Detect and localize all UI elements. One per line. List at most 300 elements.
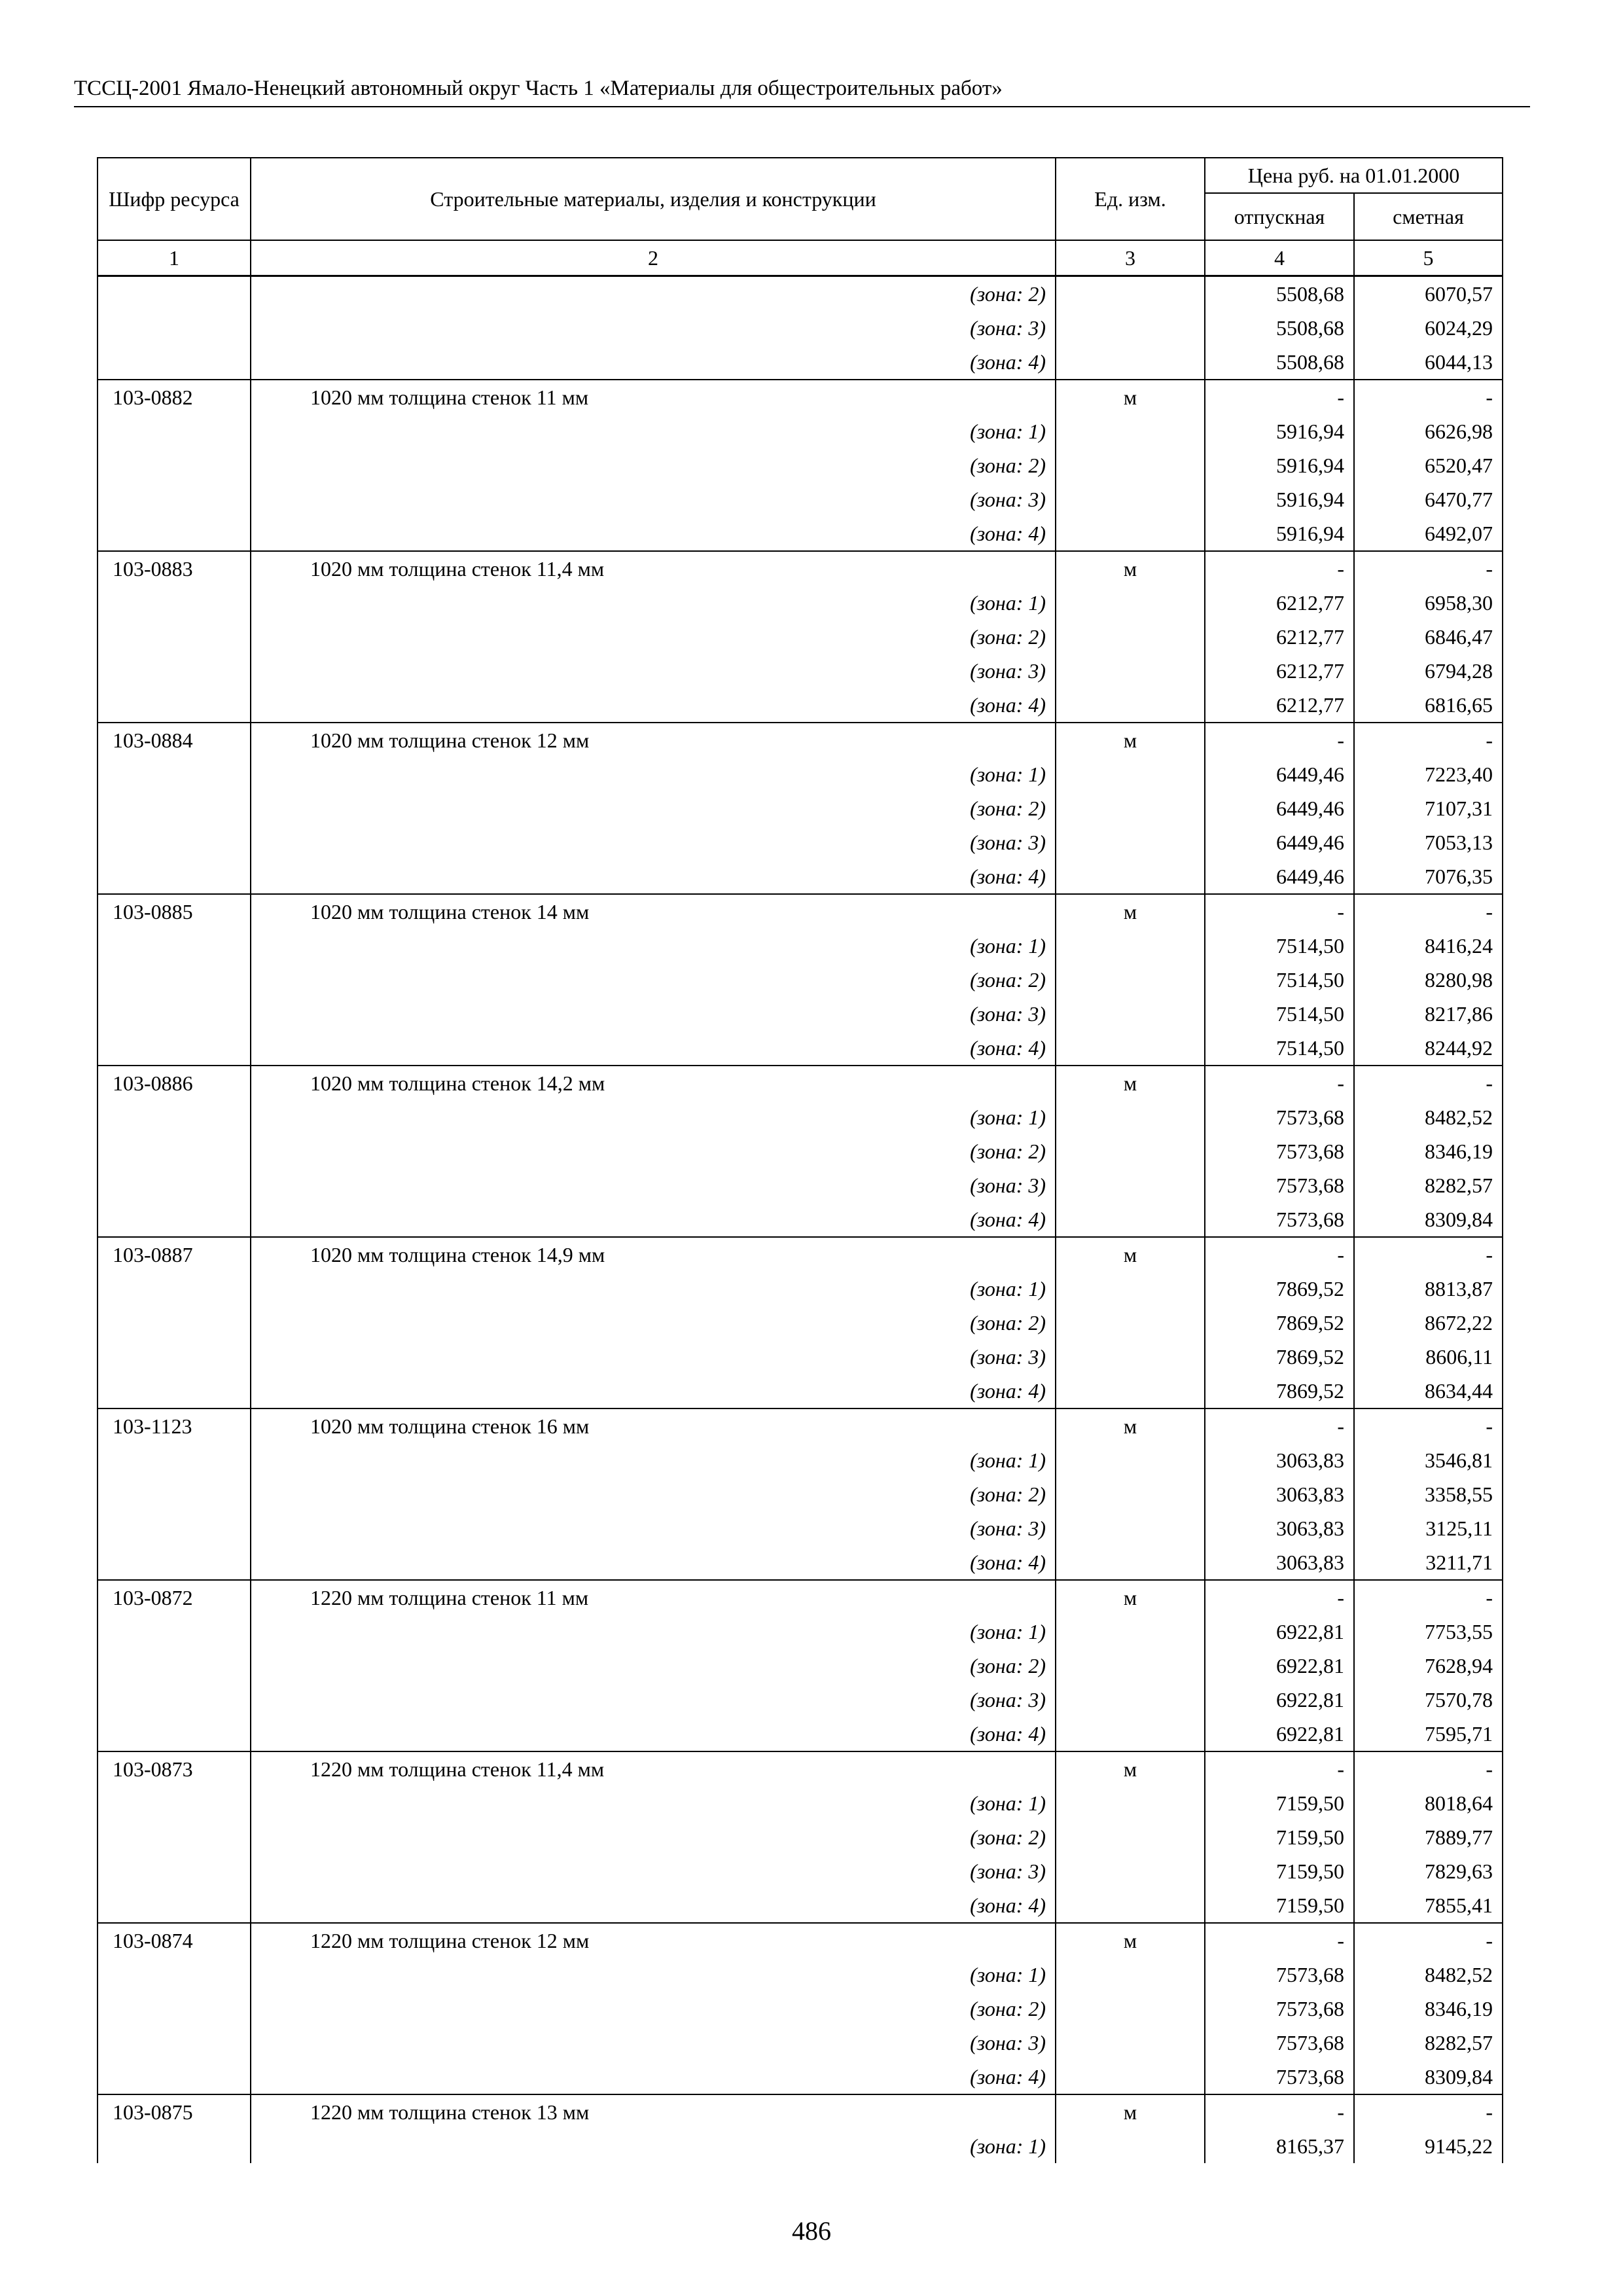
estimate-price: 8244,92 [1354, 1031, 1503, 1066]
table-header [98, 158, 1503, 276]
release-price: 7573,68 [1205, 1100, 1354, 1134]
release-price: 6449,46 [1205, 757, 1354, 791]
estimate-price: 7855,41 [1354, 1888, 1503, 1923]
header-name: Строительные материалы, изделия и конструкции [251, 158, 1056, 240]
unit-cell [1056, 620, 1205, 654]
estimate-price: 3546,81 [1354, 1443, 1503, 1477]
estimate-price: - [1354, 1923, 1503, 1958]
zone-label: (зона: 3) [251, 482, 1056, 516]
estimate-price: 6958,30 [1354, 586, 1503, 620]
table-row [98, 859, 1503, 894]
zone-label: (зона: 2) [251, 1306, 1056, 1340]
release-price: 3063,83 [1205, 1545, 1354, 1580]
table-row [98, 1649, 1503, 1683]
unit: м [1056, 2094, 1205, 2129]
table-row [98, 1511, 1503, 1545]
zone-label: (зона: 1) [251, 2129, 1056, 2163]
column-number: 4 [1205, 240, 1354, 276]
unit-cell [1056, 482, 1205, 516]
estimate-price: - [1354, 894, 1503, 929]
estimate-price: 7053,13 [1354, 825, 1503, 859]
release-price: 6449,46 [1205, 859, 1354, 894]
table-row [98, 963, 1503, 997]
unit-cell [1056, 1306, 1205, 1340]
table-row [98, 1374, 1503, 1408]
estimate-price: 6470,77 [1354, 482, 1503, 516]
unit-cell [1056, 1717, 1205, 1751]
estimate-price: 8416,24 [1354, 929, 1503, 963]
zone-label: (зона: 1) [251, 1615, 1056, 1649]
zone-label: (зона: 2) [251, 963, 1056, 997]
resource-code-cell [98, 311, 251, 345]
table-row [98, 825, 1503, 859]
resource-code-cell [98, 2129, 251, 2163]
zone-label: (зона: 1) [251, 757, 1056, 791]
release-price: 7869,52 [1205, 1306, 1354, 1340]
table-row [98, 1923, 1503, 1958]
release-price: 7573,68 [1205, 1958, 1354, 1992]
release-price: 6922,81 [1205, 1717, 1354, 1751]
unit-cell [1056, 791, 1205, 825]
table-row [98, 1786, 1503, 1820]
table-row [98, 1100, 1503, 1134]
estimate-price: 8282,57 [1354, 2026, 1503, 2060]
unit-cell [1056, 1545, 1205, 1580]
release-price: 7514,50 [1205, 1031, 1354, 1066]
material-name: 1020 мм толщина стенок 16 мм [251, 1408, 1056, 1443]
table-row [98, 791, 1503, 825]
zone-label: (зона: 4) [251, 1888, 1056, 1923]
estimate-price: 8346,19 [1354, 1134, 1503, 1168]
table-row [98, 1306, 1503, 1340]
zone-label: (зона: 4) [251, 1374, 1056, 1408]
table-row [98, 380, 1503, 414]
material-name: 1020 мм толщина стенок 11,4 мм [251, 551, 1056, 586]
unit-cell [1056, 1100, 1205, 1134]
estimate-price: 8606,11 [1354, 1340, 1503, 1374]
zone-label: (зона: 1) [251, 1443, 1056, 1477]
estimate-price: 6520,47 [1354, 448, 1503, 482]
resource-code: 103-0884 [98, 723, 251, 757]
table-row [98, 311, 1503, 345]
material-name: 1220 мм толщина стенок 11 мм [251, 1580, 1056, 1615]
resource-code: 103-0883 [98, 551, 251, 586]
table-row [98, 929, 1503, 963]
release-price: - [1205, 380, 1354, 414]
estimate-price: 7628,94 [1354, 1649, 1503, 1683]
unit-cell [1056, 414, 1205, 448]
release-price: 6922,81 [1205, 1615, 1354, 1649]
table-row [98, 894, 1503, 929]
zone-label: (зона: 4) [251, 859, 1056, 894]
zone-label: (зона: 2) [251, 1134, 1056, 1168]
unit-cell [1056, 963, 1205, 997]
column-number: 1 [98, 240, 251, 276]
release-price: 7573,68 [1205, 2026, 1354, 2060]
unit-cell [1056, 1443, 1205, 1477]
resource-code: 103-0885 [98, 894, 251, 929]
unit-cell [1056, 1202, 1205, 1237]
unit: м [1056, 894, 1205, 929]
zone-label: (зона: 4) [251, 1545, 1056, 1580]
zone-label: (зона: 4) [251, 1717, 1056, 1751]
resource-code-cell [98, 654, 251, 688]
resource-code-cell [98, 586, 251, 620]
unit-cell [1056, 2026, 1205, 2060]
unit-cell [1056, 1168, 1205, 1202]
release-price: 7514,50 [1205, 997, 1354, 1031]
estimate-price: - [1354, 2094, 1503, 2129]
zone-label: (зона: 2) [251, 620, 1056, 654]
unit-cell [1056, 586, 1205, 620]
estimate-price: 7829,63 [1354, 1854, 1503, 1888]
estimate-price: 3358,55 [1354, 1477, 1503, 1511]
release-price: 6212,77 [1205, 654, 1354, 688]
unit-cell [1056, 1786, 1205, 1820]
release-price: - [1205, 1751, 1354, 1786]
resource-code-cell [98, 1306, 251, 1340]
unit-cell [1056, 448, 1205, 482]
table-row [98, 414, 1503, 448]
table-row [98, 1134, 1503, 1168]
unit-cell [1056, 997, 1205, 1031]
estimate-price: 8309,84 [1354, 1202, 1503, 1237]
resource-code: 103-0882 [98, 380, 251, 414]
resource-code: 103-1123 [98, 1408, 251, 1443]
resource-code: 103-0874 [98, 1923, 251, 1958]
table-row [98, 1031, 1503, 1066]
release-price: 7869,52 [1205, 1340, 1354, 1374]
release-price: 3063,83 [1205, 1443, 1354, 1477]
resource-code-cell [98, 620, 251, 654]
table-row [98, 1958, 1503, 1992]
estimate-price: - [1354, 1408, 1503, 1443]
resource-code-cell [98, 859, 251, 894]
zone-label: (зона: 3) [251, 1168, 1056, 1202]
unit: м [1056, 551, 1205, 586]
resource-code-cell [98, 1477, 251, 1511]
table-row [98, 1237, 1503, 1272]
table-row [98, 1992, 1503, 2026]
resource-code-cell [98, 791, 251, 825]
unit: м [1056, 1751, 1205, 1786]
release-price: - [1205, 2094, 1354, 2129]
release-price: 5916,94 [1205, 516, 1354, 551]
header-code: Шифр ресурса [98, 158, 251, 240]
zone-label: (зона: 3) [251, 1854, 1056, 1888]
release-price: 6212,77 [1205, 586, 1354, 620]
unit: м [1056, 1923, 1205, 1958]
zone-label: (зона: 4) [251, 516, 1056, 551]
unit: м [1056, 723, 1205, 757]
unit-cell [1056, 2129, 1205, 2163]
table-row [98, 1615, 1503, 1649]
estimate-price: 6044,13 [1354, 345, 1503, 380]
estimate-price: 7753,55 [1354, 1615, 1503, 1649]
unit-cell [1056, 688, 1205, 723]
resource-code-cell [98, 345, 251, 380]
table-row [98, 1820, 1503, 1854]
resource-code-cell [98, 448, 251, 482]
zone-label: (зона: 4) [251, 1031, 1056, 1066]
resource-code-cell [98, 1031, 251, 1066]
table-row [98, 997, 1503, 1031]
release-price: 5508,68 [1205, 345, 1354, 380]
estimate-price: 6024,29 [1354, 311, 1503, 345]
estimate-price: 7076,35 [1354, 859, 1503, 894]
resource-code-cell [98, 1202, 251, 1237]
resource-code-cell [98, 997, 251, 1031]
zone-label: (зона: 1) [251, 929, 1056, 963]
resource-code: 103-0872 [98, 1580, 251, 1615]
zone-label: (зона: 4) [251, 345, 1056, 380]
header-unit: Ед. изм. [1056, 158, 1205, 240]
unit-cell [1056, 1820, 1205, 1854]
resource-code-cell [98, 1786, 251, 1820]
zone-label: (зона: 1) [251, 1958, 1056, 1992]
resource-code-cell [98, 1992, 251, 2026]
resource-code-cell [98, 2026, 251, 2060]
resource-code-cell [98, 1272, 251, 1306]
estimate-price: 8813,87 [1354, 1272, 1503, 1306]
table-row [98, 1066, 1503, 1100]
table-row [98, 1717, 1503, 1751]
estimate-price: 8018,64 [1354, 1786, 1503, 1820]
table-row [98, 448, 1503, 482]
zone-label: (зона: 2) [251, 1477, 1056, 1511]
estimate-price: 7223,40 [1354, 757, 1503, 791]
estimate-price: 7595,71 [1354, 1717, 1503, 1751]
unit: м [1056, 1237, 1205, 1272]
resource-code-cell [98, 276, 251, 312]
table-row [98, 1477, 1503, 1511]
estimate-price: 8280,98 [1354, 963, 1503, 997]
table-row [98, 345, 1503, 380]
table-row [98, 1888, 1503, 1923]
release-price: 6449,46 [1205, 825, 1354, 859]
estimate-price: - [1354, 380, 1503, 414]
unit-cell [1056, 276, 1205, 312]
release-price: - [1205, 1580, 1354, 1615]
estimate-price: - [1354, 551, 1503, 586]
table-row [98, 2026, 1503, 2060]
estimate-price: 6626,98 [1354, 414, 1503, 448]
table-row [98, 276, 1503, 312]
estimate-price: 8672,22 [1354, 1306, 1503, 1340]
estimate-price: - [1354, 1237, 1503, 1272]
release-price: - [1205, 551, 1354, 586]
table-row [98, 2094, 1503, 2129]
resource-code-cell [98, 757, 251, 791]
resource-code-cell [98, 963, 251, 997]
zone-label: (зона: 3) [251, 997, 1056, 1031]
header-rule [74, 106, 1530, 107]
release-price: 6449,46 [1205, 791, 1354, 825]
zone-label: (зона: 1) [251, 414, 1056, 448]
estimate-price: 6794,28 [1354, 654, 1503, 688]
release-price: 7573,68 [1205, 1202, 1354, 1237]
release-price: - [1205, 723, 1354, 757]
release-price: 5916,94 [1205, 448, 1354, 482]
resource-code-cell [98, 1958, 251, 1992]
release-price: 7159,50 [1205, 1888, 1354, 1923]
page-number: 486 [792, 2216, 831, 2246]
material-name: 1020 мм толщина стенок 14,2 мм [251, 1066, 1056, 1100]
resource-code-cell [98, 1511, 251, 1545]
estimate-price: 3125,11 [1354, 1511, 1503, 1545]
resource-code: 103-0887 [98, 1237, 251, 1272]
resource-code-cell [98, 1100, 251, 1134]
zone-label: (зона: 4) [251, 1202, 1056, 1237]
unit-cell [1056, 1134, 1205, 1168]
zone-label: (зона: 2) [251, 276, 1056, 312]
resource-code-cell [98, 2060, 251, 2094]
unit: м [1056, 380, 1205, 414]
unit-cell [1056, 516, 1205, 551]
unit: м [1056, 1408, 1205, 1443]
zone-label: (зона: 3) [251, 825, 1056, 859]
estimate-price: 8346,19 [1354, 1992, 1503, 2026]
resource-code-cell [98, 688, 251, 723]
material-name: 1220 мм толщина стенок 11,4 мм [251, 1751, 1056, 1786]
estimate-price: 8217,86 [1354, 997, 1503, 1031]
header-price-release: отпускная [1205, 193, 1354, 240]
material-name: 1020 мм толщина стенок 14 мм [251, 894, 1056, 929]
table-row [98, 688, 1503, 723]
table-row [98, 2060, 1503, 2094]
estimate-price: 8482,52 [1354, 1100, 1503, 1134]
zone-label: (зона: 2) [251, 1649, 1056, 1683]
material-name: 1220 мм толщина стенок 12 мм [251, 1923, 1056, 1958]
release-price: - [1205, 1408, 1354, 1443]
estimate-price: 8309,84 [1354, 2060, 1503, 2094]
release-price: 5508,68 [1205, 276, 1354, 312]
page-header: ТССЦ-2001 Ямало-Ненецкий автономный округ Часть 1 «Материалы для общестроительных работ» [74, 77, 1003, 100]
header-price-group: Цена руб. на 01.01.2000 [1205, 158, 1503, 193]
unit-cell [1056, 1031, 1205, 1066]
resource-code-cell [98, 929, 251, 963]
estimate-price: 8282,57 [1354, 1168, 1503, 1202]
release-price: 7869,52 [1205, 1374, 1354, 1408]
zone-label: (зона: 3) [251, 2026, 1056, 2060]
zone-label: (зона: 3) [251, 1340, 1056, 1374]
table-row [98, 516, 1503, 551]
unit-cell [1056, 1511, 1205, 1545]
material-name: 1020 мм толщина стенок 14,9 мм [251, 1237, 1056, 1272]
table-row [98, 2129, 1503, 2163]
table-row [98, 1168, 1503, 1202]
table-row [98, 654, 1503, 688]
material-name: 1020 мм толщина стенок 12 мм [251, 723, 1056, 757]
resource-code-cell [98, 482, 251, 516]
unit-cell [1056, 825, 1205, 859]
resource-code-cell [98, 1168, 251, 1202]
header-price-estimate: сметная [1354, 193, 1503, 240]
estimate-price: - [1354, 1066, 1503, 1100]
resource-code-cell [98, 1134, 251, 1168]
resource-code: 103-0886 [98, 1066, 251, 1100]
resource-code-cell [98, 1717, 251, 1751]
table-row [98, 551, 1503, 586]
release-price: 7573,68 [1205, 1134, 1354, 1168]
estimate-price: 7570,78 [1354, 1683, 1503, 1717]
resource-code-cell [98, 1888, 251, 1923]
unit: м [1056, 1066, 1205, 1100]
release-price: 7573,68 [1205, 1168, 1354, 1202]
price-table [97, 157, 1503, 2163]
unit-cell [1056, 757, 1205, 791]
release-price: 6212,77 [1205, 620, 1354, 654]
release-price: 5508,68 [1205, 311, 1354, 345]
unit-cell [1056, 859, 1205, 894]
unit-cell [1056, 1477, 1205, 1511]
zone-label: (зона: 2) [251, 1992, 1056, 2026]
zone-label: (зона: 3) [251, 654, 1056, 688]
resource-code-cell [98, 1683, 251, 1717]
estimate-price: 8482,52 [1354, 1958, 1503, 1992]
unit-cell [1056, 929, 1205, 963]
release-price: 6922,81 [1205, 1683, 1354, 1717]
resource-code-cell [98, 1374, 251, 1408]
release-price: 7159,50 [1205, 1786, 1354, 1820]
table-row [98, 620, 1503, 654]
release-price: 7514,50 [1205, 963, 1354, 997]
zone-label: (зона: 4) [251, 2060, 1056, 2094]
column-number: 3 [1056, 240, 1205, 276]
table-row [98, 1683, 1503, 1717]
table-row [98, 1202, 1503, 1237]
resource-code-cell [98, 1649, 251, 1683]
table-row [98, 1854, 1503, 1888]
zone-label: (зона: 2) [251, 448, 1056, 482]
release-price: 3063,83 [1205, 1511, 1354, 1545]
resource-code-cell [98, 1615, 251, 1649]
unit-cell [1056, 345, 1205, 380]
release-price: 7514,50 [1205, 929, 1354, 963]
table-row [98, 723, 1503, 757]
unit: м [1056, 1580, 1205, 1615]
release-price: 6922,81 [1205, 1649, 1354, 1683]
unit-cell [1056, 1340, 1205, 1374]
resource-code-cell [98, 1854, 251, 1888]
estimate-price: - [1354, 723, 1503, 757]
release-price: 6212,77 [1205, 688, 1354, 723]
estimate-price: 8634,44 [1354, 1374, 1503, 1408]
resource-code-cell [98, 1443, 251, 1477]
release-price: 7869,52 [1205, 1272, 1354, 1306]
estimate-price: 3211,71 [1354, 1545, 1503, 1580]
table-row [98, 482, 1503, 516]
zone-label: (зона: 1) [251, 1100, 1056, 1134]
unit-cell [1056, 1615, 1205, 1649]
zone-label: (зона: 2) [251, 791, 1056, 825]
estimate-price: 9145,22 [1354, 2129, 1503, 2163]
table-row [98, 1443, 1503, 1477]
release-price: 5916,94 [1205, 482, 1354, 516]
table-row [98, 757, 1503, 791]
zone-label: (зона: 1) [251, 1272, 1056, 1306]
estimate-price: 6816,65 [1354, 688, 1503, 723]
resource-code-cell [98, 1820, 251, 1854]
estimate-price: 6070,57 [1354, 276, 1503, 312]
zone-label: (зона: 3) [251, 1511, 1056, 1545]
release-price: 3063,83 [1205, 1477, 1354, 1511]
unit-cell [1056, 1854, 1205, 1888]
column-number: 2 [251, 240, 1056, 276]
estimate-price: - [1354, 1580, 1503, 1615]
table-row [98, 1545, 1503, 1580]
release-price: - [1205, 1923, 1354, 1958]
